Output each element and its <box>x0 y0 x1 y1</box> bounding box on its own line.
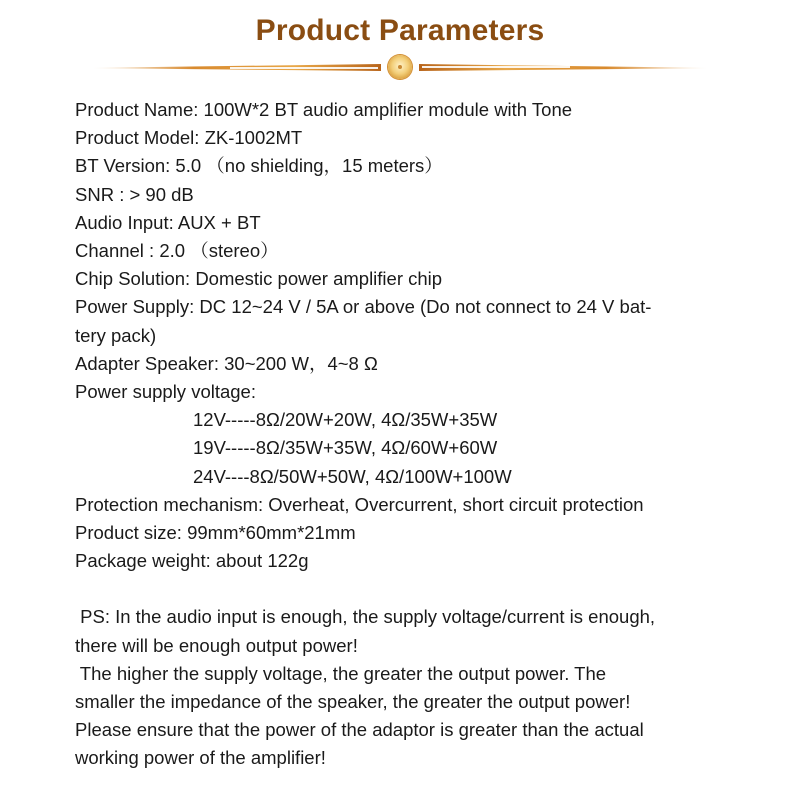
parameters-list <box>75 96 735 773</box>
param-power-supply: Power Supply: DC 12~24 V / 5A or above (Do not connect to 24 V bat- <box>75 296 652 318</box>
param-channel: Channel : 2.0 （stereo） <box>75 240 279 262</box>
spacer <box>75 575 735 603</box>
param-adapter-speaker: Adapter Speaker: 30~200 W，4~8 Ω <box>75 352 378 374</box>
voltage-row-19v: 19V-----8Ω/35W+35W, 4Ω/60W+60W <box>193 437 498 459</box>
param-bt-version: BT Version: 5.0 （no shielding，15 meters） <box>75 155 443 177</box>
divider-bar-right-highlight <box>422 66 570 68</box>
divider-bar-left-highlight <box>230 67 378 69</box>
param-product-size: Product size: 99mm*60mm*21mm <box>75 522 356 544</box>
note-line: there will be enough output power! <box>75 634 358 656</box>
param-power-supply-continued: tery pack) <box>75 324 157 346</box>
param-package-weight: Package weight: about 122g <box>75 550 309 572</box>
param-snr: SNR : > 90 dB <box>75 183 194 205</box>
voltage-row-12v: 12V-----8Ω/20W+20W, 4Ω/35W+35W <box>193 409 498 431</box>
note-line: The higher the supply voltage, the greater the output power. The <box>75 662 607 684</box>
param-product-model: Product Model: ZK-1002MT <box>75 127 303 149</box>
medallion-icon <box>388 55 412 79</box>
note-line: Please ensure that the power of the adaptor is greater than the actual <box>75 719 644 741</box>
ps-notes <box>75 603 735 772</box>
param-protection: Protection mechanism: Overheat, Overcurrent, short circuit protection <box>75 493 644 515</box>
voltage-row-24v: 24V----8Ω/50W+50W, 4Ω/100W+100W <box>193 465 512 487</box>
title-divider-ornament <box>0 54 800 82</box>
param-product-name: Product Name: 100W*2 BT audio amplifier module with Tone <box>75 99 573 120</box>
medallion-center-dot <box>398 65 402 69</box>
param-audio-input: Audio Input: AUX + BT <box>75 211 261 233</box>
note-line: working power of the amplifier! <box>75 747 326 769</box>
param-chip-solution: Chip Solution: Domestic power amplifier chip <box>75 268 443 290</box>
note-line: PS: In the audio input is enough, the supply voltage/current is enough, <box>75 606 656 628</box>
note-line: smaller the impedance of the speaker, the greater the output power! <box>75 691 631 713</box>
page-title: Product Parameters <box>255 14 545 47</box>
param-power-supply-voltage-label: Power supply voltage: <box>75 381 256 403</box>
